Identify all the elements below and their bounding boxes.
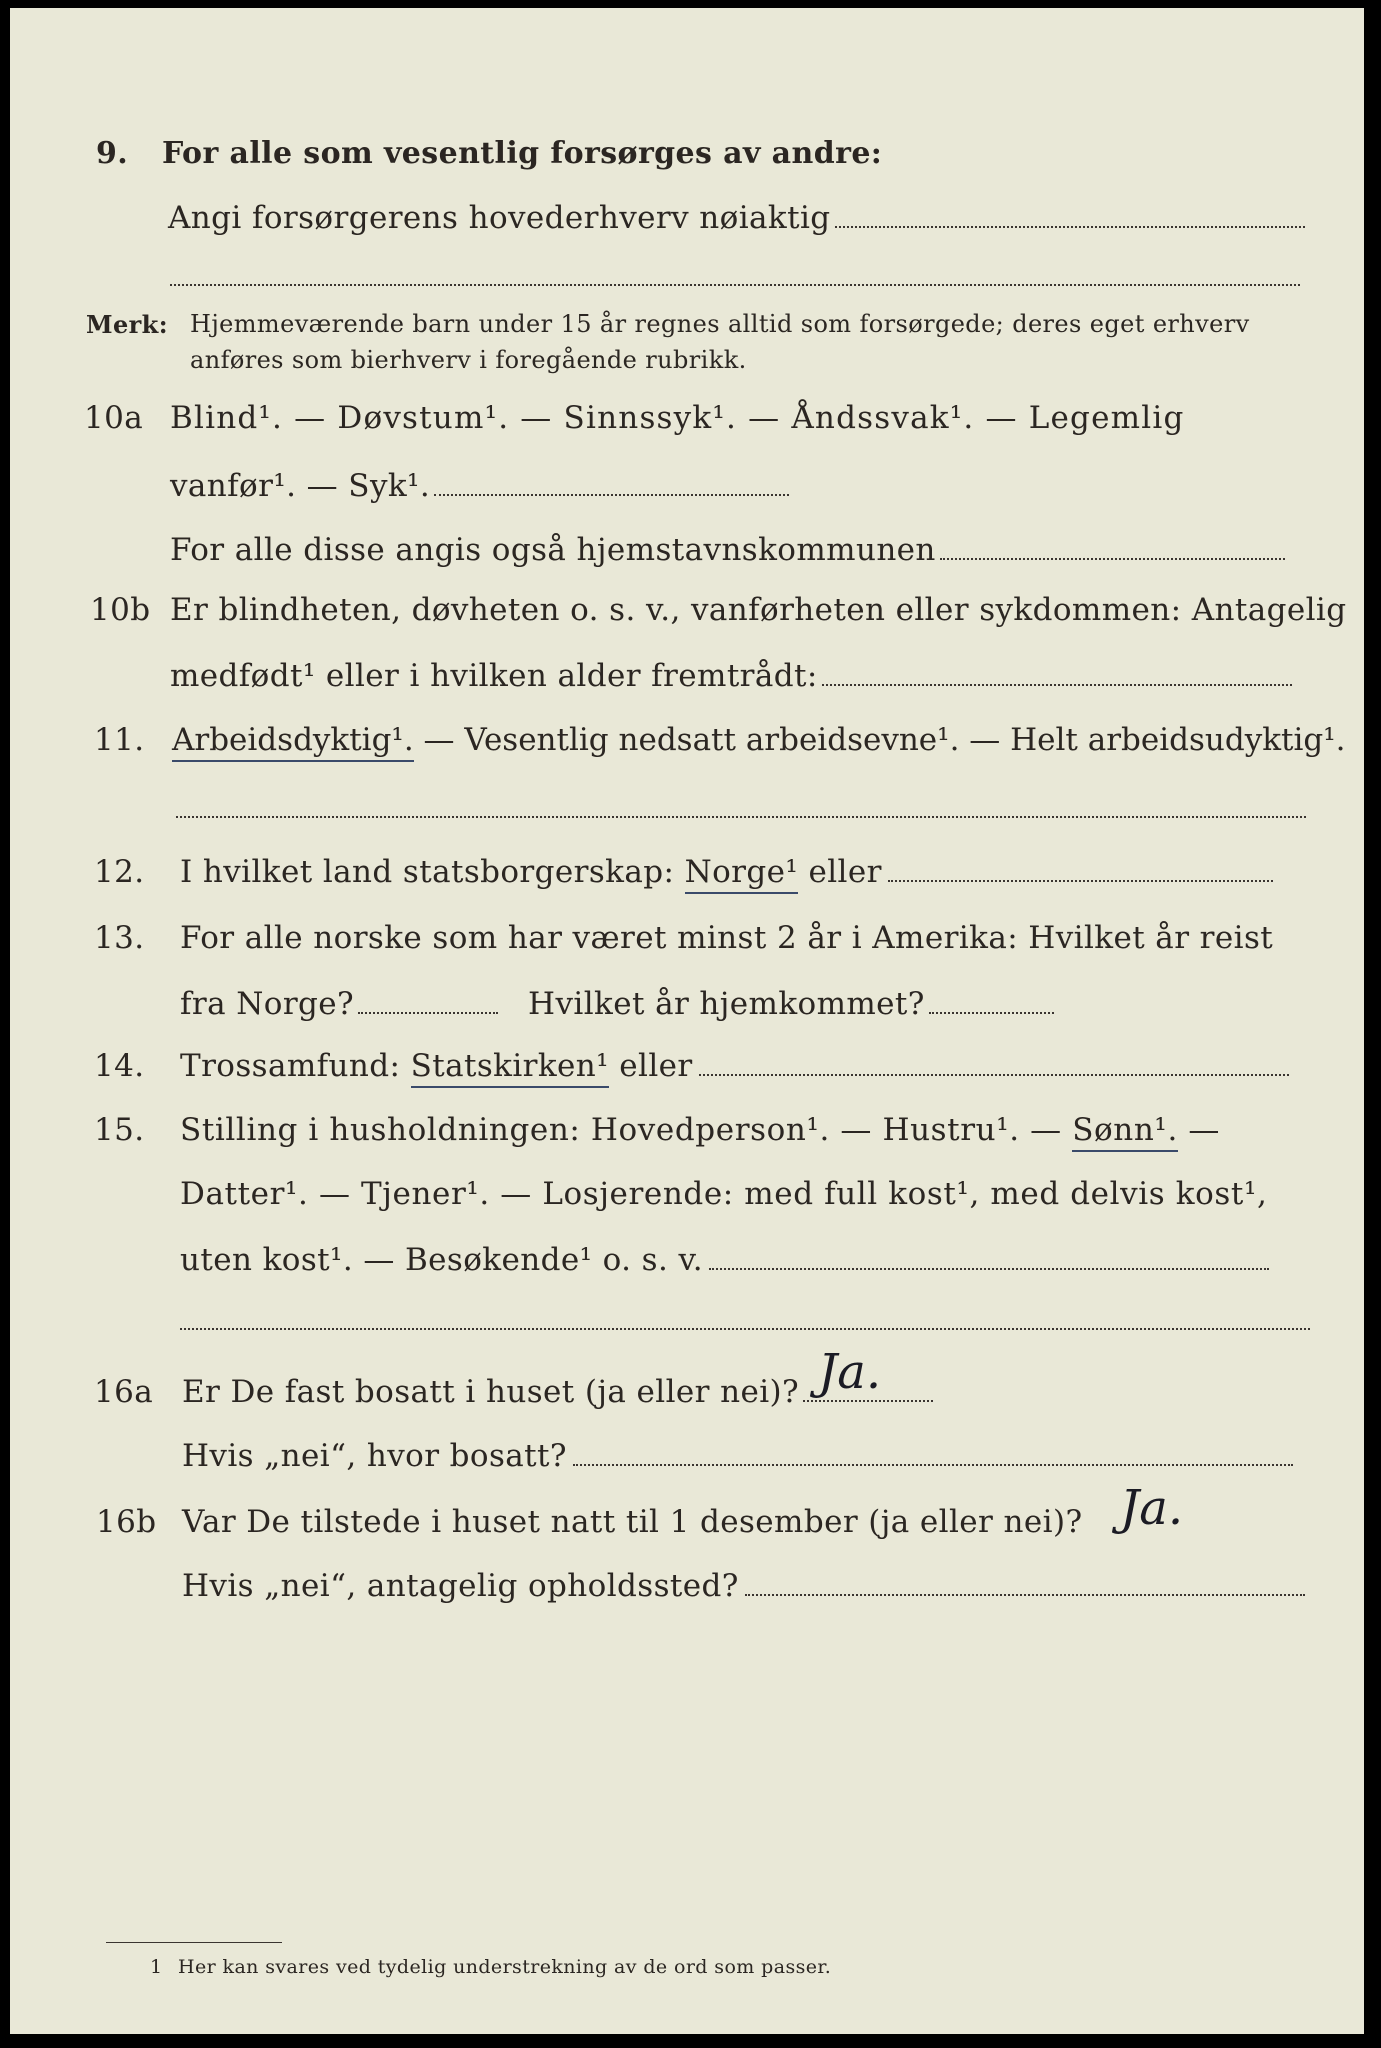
q10a-line3: For alle disse angis også hjemstavnskommunen <box>170 532 1285 568</box>
q11-answer-line <box>176 816 1306 818</box>
q10b-number: 10b <box>90 592 151 628</box>
footnote-text: Her kan svares ved tydelig understrekning av de ord som passer. <box>178 1956 832 1978</box>
footnote-rule <box>106 1942 282 1943</box>
q16b-number: 16b <box>96 1504 157 1540</box>
q12-selected-option: Norge¹ <box>685 854 799 894</box>
q9-answer-line <box>170 284 1300 286</box>
census-form-page <box>10 8 1364 2034</box>
q15-selected-option: Sønn¹. <box>1072 1112 1178 1152</box>
q16a-number: 16a <box>94 1374 154 1410</box>
q16b-line1: Var De tilstede i huset natt til 1 desember (ja eller nei)? <box>182 1504 1083 1540</box>
q14-line: Trossamfund: Statskirken¹ eller <box>180 1048 1289 1084</box>
q15-answer-line <box>180 1328 1310 1330</box>
q16a-line2: Hvis „nei“, hvor bosatt? <box>182 1438 1293 1474</box>
q16a-handwritten-answer: Ja. <box>818 1344 882 1400</box>
q10b-line2: medfødt¹ eller i hvilken alder fremtrådt: <box>170 658 1292 694</box>
q14-number: 14. <box>94 1048 145 1084</box>
q10a-line2: vanfør¹. — Syk¹. <box>170 468 789 504</box>
q13-line2: fra Norge? Hvilket år hjemkommet? <box>180 986 1054 1022</box>
q9-heading: For alle som vesentlig forsørges av andre: <box>162 136 883 171</box>
q15-number: 15. <box>94 1112 145 1148</box>
q16b-handwritten-answer: Ja. <box>1120 1480 1184 1536</box>
footnote-mark: 1 <box>150 1956 163 1978</box>
q15-line3: uten kost¹. — Besøkende¹ o. s. v. <box>180 1242 1269 1278</box>
q13-number: 13. <box>94 920 145 956</box>
q10a-number: 10a <box>84 400 144 436</box>
q15-line2: Datter¹. — Tjener¹. — Losjerende: med full kost¹, med delvis kost¹, <box>180 1176 1268 1212</box>
q12-line: I hvilket land statsborgerskap: Norge¹ eller <box>180 854 1273 890</box>
q11-number: 11. <box>94 722 145 758</box>
q15-line1: Stilling i husholdningen: Hovedperson¹. — Hustru¹. — Sønn¹. — <box>180 1112 1220 1148</box>
q9-line2: Angi forsørgerens hovederhverv nøiaktig <box>168 200 1305 236</box>
q14-selected-option: Statskirken¹ <box>411 1048 609 1088</box>
q9-number: 9. <box>96 136 129 171</box>
merk-label: Merk: <box>86 310 168 339</box>
merk-line1: Hjemmeværende barn under 15 år regnes alltid som forsørgede; deres eget erhverv <box>190 310 1250 338</box>
q12-number: 12. <box>94 854 145 890</box>
q10b-line1: Er blindheten, døvheten o. s. v., vanførheten eller sykdommen: Antagelig <box>170 592 1347 628</box>
q11-selected-option: Arbeidsdyktig¹. <box>172 722 414 762</box>
q16a-line1: Er De fast bosatt i huset (ja eller nei)? <box>182 1374 933 1410</box>
q13-line1: For alle norske som har været minst 2 år i Amerika: Hvilket år reist <box>180 920 1274 956</box>
merk-line2: anføres som bierhverv i foregående rubrikk. <box>190 346 747 374</box>
q11-line: Arbeidsdyktig¹. — Vesentlig nedsatt arbeidsevne¹. — Helt arbeidsudyktig¹. <box>172 722 1346 758</box>
q16b-line2: Hvis „nei“, antagelig opholdssted? <box>182 1568 1305 1604</box>
q10a-line1: Blind¹. — Døvstum¹. — Sinnssyk¹. — Åndssvak¹. — Legemlig <box>170 400 1185 436</box>
